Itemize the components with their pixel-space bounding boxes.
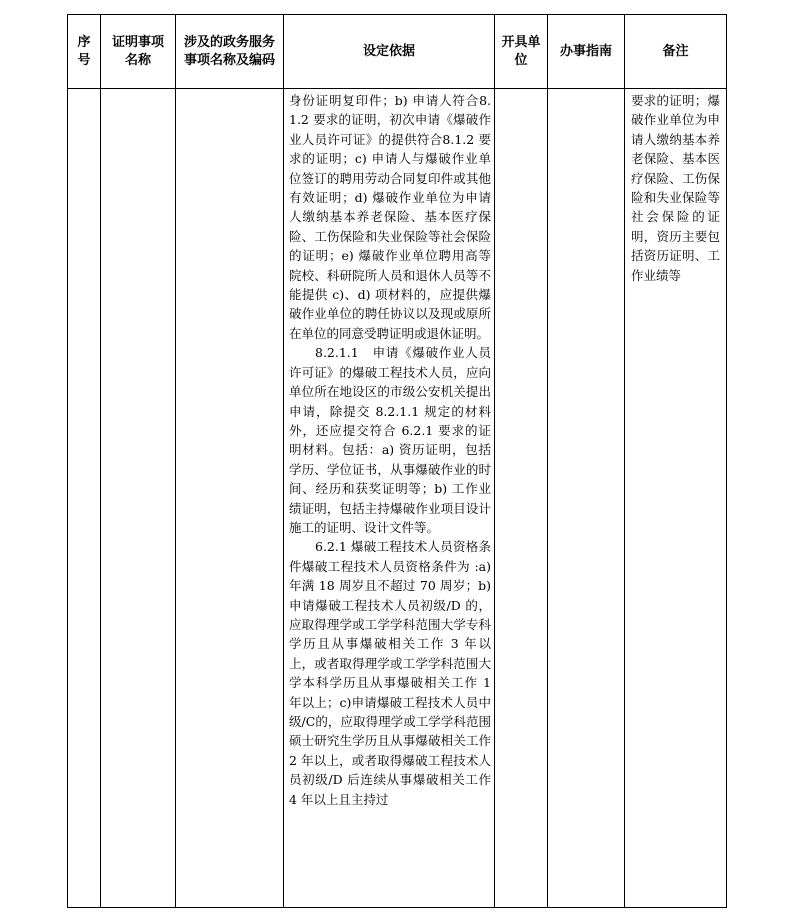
basis-paragraph: 身份证明复印件；b) 申请人符合8.1.2 要求的证明，初次申请《爆破作业人员许可证》的提供符合8.1.2 要求的证明；c) 申请人与爆破作业单位签订的聘用劳动合同复印件或其他有效证明；d) 爆破作业单位为申请人缴纳基本养老保险、基本医疗保险、工伤保险和失业保险等社会保险的证明；e) 爆破作业单位聘用高等院校、科研院所人员和退休人员等不能提供 c)、d) 项材料的，应提供爆破作业单位的聘任协议以及现或原所在单位的同意受聘证明或退休证明。 — [289, 93, 491, 341]
cell-service — [176, 89, 284, 908]
certificate-table — [67, 14, 727, 908]
cell-guide — [548, 89, 625, 908]
header-name — [101, 15, 176, 89]
cell-issuer — [495, 89, 548, 908]
cell-name — [101, 89, 176, 908]
cell-basis — [284, 89, 495, 908]
header-index — [68, 15, 101, 89]
basis-paragraph: 6.2.1 爆破工程技术人员资格条件爆破工程技术人员资格条件为 :a)年满 18 周岁且不超过 70 周岁；b)申请爆破工程技术人员初级/D 的，应取得理学或工学学科范围大学专科学历且从事爆破相关工作 3 年以上，或者取得理学或工学学科范围大学本科学历且从事爆破相关工作 1 年以上；c)申请爆破工程技术人员中级/C的，应取得理学或工学学科范围硕士研究生学历且从事爆破相关工作 2 年以上，或者取得爆破工程技术人员初级/D 后连续从事爆破相关工作 4 年以上且主持过 — [289, 539, 491, 807]
header-basis — [284, 15, 495, 89]
header-remarks — [625, 15, 727, 89]
remarks-text: 要求的证明；爆破作业单位为申请人缴纳基本养老保险、基本医疗保险、工伤保险和失业保险等社会保险的证明，资历主要包括资历证明、工作业绩等 — [631, 93, 720, 283]
table-header-row — [68, 15, 727, 89]
table-row — [68, 89, 727, 908]
header-issuer-label: 开具单位 — [501, 34, 541, 68]
header-service — [176, 15, 284, 89]
basis-text — [284, 89, 494, 907]
header-guide-label: 办事指南 — [559, 43, 612, 59]
header-basis-label: 设定依据 — [362, 43, 415, 59]
header-service-label: 涉及的政务服务事项名称及编码 — [183, 34, 275, 68]
cell-remarks — [625, 89, 727, 908]
header-name-label: 证明事项名称 — [111, 34, 164, 68]
header-index-label: 序号 — [77, 34, 91, 68]
header-issuer — [495, 15, 548, 89]
cell-index — [68, 89, 101, 908]
header-guide — [548, 15, 625, 89]
basis-paragraph: 8.2.1.1 申请《爆破作业人员许可证》的爆破工程技术人员，应向单位所在地设区的市级公安机关提出申请，除提交 8.2.1.1 规定的材料外，还应提交符合 6.2.1 要求的证明材料。包括：a) 资历证明，包括学历、学位证书，从事爆破作业的时间、经历和获奖证明等；b) 工作业绩证明，包括主持爆破作业项目设计施工的证明、设计文件等。 — [289, 345, 491, 535]
header-remarks-label: 备注 — [662, 43, 689, 59]
